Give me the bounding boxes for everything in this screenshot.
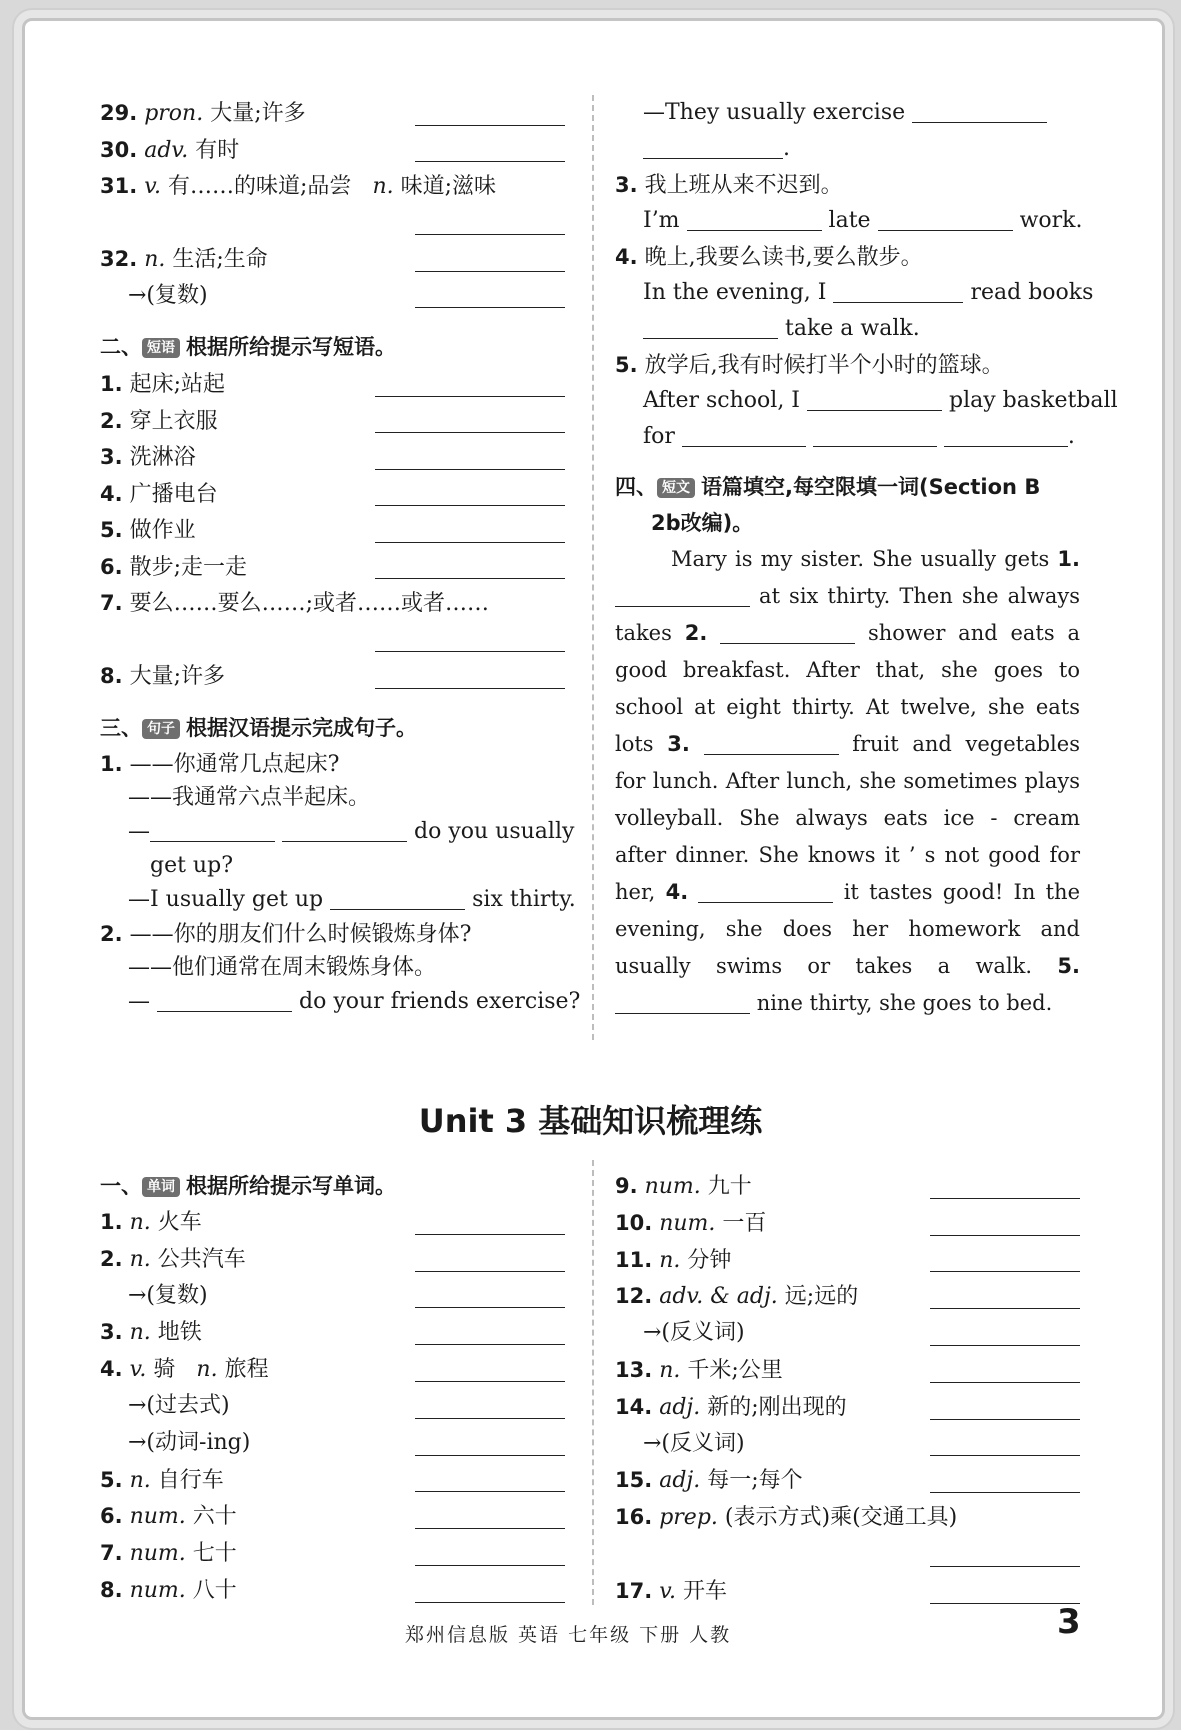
vocab-row: 32. n. 生活;生命 — [100, 241, 565, 278]
answer-blank[interactable] — [415, 1307, 565, 1308]
answer-blank[interactable] — [375, 432, 565, 433]
section-heading-cont: 2b改编)。 — [651, 511, 754, 535]
page-number: 3 — [1057, 1602, 1081, 1642]
answer-blank[interactable] — [720, 621, 855, 644]
answer-blank[interactable] — [375, 578, 565, 579]
sentence-line: After school, I play basketball — [643, 388, 1118, 413]
answer-blank[interactable] — [930, 1382, 1080, 1383]
answer-blank[interactable] — [930, 1271, 1080, 1272]
bottom-right-column — [615, 1168, 1080, 1610]
section-heading: 二、 短语 根据所给提示写短语。 — [100, 335, 396, 359]
vocab-subrow: →(反义词) — [615, 1315, 1080, 1352]
vocab-row: 29. pron. 大量;许多 — [100, 95, 565, 132]
column-divider — [592, 95, 594, 1040]
sentence-line: for . — [643, 424, 1075, 449]
sentence-line: 1. ——你通常几点起床? — [100, 751, 340, 777]
answer-blank[interactable] — [415, 1491, 565, 1492]
vocab-row: 3. n. 地铁 — [100, 1314, 565, 1351]
answer-blank[interactable] — [415, 1565, 565, 1566]
sentence-line: get up? — [150, 852, 233, 878]
unit-title: Unit 3 基础知识梳理练 — [418, 1102, 763, 1140]
sentence-line: — do your friends exercise? — [128, 988, 581, 1014]
vocab-row: 14. adj. 新的;刚出现的 — [615, 1389, 1080, 1426]
sentence-line: In the evening, I read books — [643, 280, 1094, 305]
phrase-row: 2. 穿上衣服 — [100, 403, 565, 440]
passage-badge: 短文 — [657, 478, 695, 498]
vocab-row: 8. num. 八十 — [100, 1572, 565, 1609]
answer-blank[interactable] — [157, 989, 292, 1012]
answer-blank[interactable] — [415, 1271, 565, 1272]
section-heading: 四、 短文 语篇填空,每空限填一词(Section B — [615, 475, 1041, 499]
vocab-row: 17. v. 开车 — [615, 1573, 1080, 1610]
answer-blank[interactable] — [415, 1455, 565, 1456]
phrase-row: 1. 起床;站起 — [100, 366, 565, 403]
passage: Mary is my sister. She usually gets 1. at six thirty. Then she always takes 2. shower and eats a good breakfast. After that, she goes to school at eight thirty. At twelve, she eats lots 3. fruit and vegetables for lunch. After lunch, she sometimes plays volleyball. She always eats ice - cream after dinner. She knows it ’ s not good for her, 4. it tastes good! In the evening, she does her homework and usually swims or takes a walk. 5. nine thirty, she goes to bed. — [615, 547, 1081, 1015]
answer-blank[interactable] — [415, 1528, 565, 1529]
phrase-row: 7. 要么……要么……;或者……或者…… — [100, 591, 490, 616]
answer-blank[interactable] — [415, 161, 565, 162]
top-left-column — [100, 95, 581, 1019]
answer-blank[interactable] — [930, 1345, 1080, 1346]
phrase-row: 8. 大量;许多 — [100, 658, 565, 695]
answer-blank[interactable] — [930, 1455, 1080, 1456]
sentence-line: 2. ——你的朋友们什么时候锻炼身体? — [100, 921, 472, 947]
answer-blank[interactable] — [415, 234, 565, 235]
footer-text: 郑州信息版 英语 七年级 下册 人教 — [405, 1624, 732, 1646]
sentence-line: take a walk. — [615, 311, 1080, 347]
vocab-row: 30. adv. 有时 — [100, 132, 565, 169]
sentence-line: —They usually exercise — [615, 95, 1080, 131]
answer-blank[interactable] — [615, 991, 750, 1014]
answer-blank[interactable] — [415, 125, 565, 126]
vocab-row: 13. n. 千米;公里 — [615, 1352, 1080, 1389]
answer-row — [100, 205, 565, 242]
answer-blank[interactable] — [930, 1308, 1080, 1309]
answer-blank[interactable] — [930, 1198, 1080, 1199]
answer-blank[interactable] — [643, 316, 778, 339]
vocab-subrow: →(复数) — [100, 1278, 565, 1315]
vocab-subrow: →(反义词) — [615, 1426, 1080, 1463]
answer-blank[interactable] — [912, 100, 1047, 123]
answer-blank[interactable] — [415, 1418, 565, 1419]
vocab-row: 4. v. 骑 n. 旅程 — [100, 1351, 565, 1388]
answer-blank[interactable] — [375, 651, 565, 652]
answer-blank[interactable] — [415, 1602, 565, 1603]
answer-blank[interactable] — [330, 887, 465, 910]
sentence-line: . — [615, 131, 1080, 167]
answer-blank[interactable] — [415, 1234, 565, 1235]
answer-blank[interactable] — [878, 208, 1013, 231]
phrase-badge: 短语 — [142, 338, 180, 358]
phrase-row: 3. 洗淋浴 — [100, 439, 565, 476]
answer-blank[interactable] — [415, 307, 565, 308]
answer-blank[interactable] — [807, 388, 942, 411]
phrase-row: 5. 做作业 — [100, 512, 565, 549]
answer-blank[interactable] — [813, 424, 937, 447]
sentence-line: 5. 放学后,我有时候打半个小时的篮球。 — [615, 353, 1004, 378]
answer-blank[interactable] — [375, 505, 565, 506]
answer-blank[interactable] — [375, 542, 565, 543]
vocab-row: 6. num. 六十 — [100, 1498, 565, 1535]
sentence-line: 4. 晚上,我要么读书,要么散步。 — [615, 245, 923, 270]
phrase-row: 6. 散步;走一走 — [100, 549, 565, 586]
sentence-line: 3. 我上班从来不迟到。 — [615, 173, 843, 198]
vocab-row: 15. adj. 每一;每个 — [615, 1462, 1080, 1499]
vocab-row: 10. num. 一百 — [615, 1205, 1080, 1242]
answer-blank[interactable] — [833, 280, 963, 303]
vocab-row: 7. num. 七十 — [100, 1535, 565, 1572]
phrase-row: 4. 广播电台 — [100, 476, 565, 513]
sentence-line: I’m late work. — [643, 208, 1083, 233]
vocab-row: 16. prep. (表示方式)乘(交通工具) — [615, 1505, 958, 1531]
answer-blank[interactable] — [643, 136, 783, 159]
sentence-line: ——他们通常在周末锻炼身体。 — [128, 954, 437, 980]
vocab-subrow: →(动词-ing) — [100, 1425, 565, 1462]
vocab-subrow: →(过去式) — [100, 1388, 565, 1425]
vocab-subrow: →(复数) — [100, 278, 565, 315]
column-divider — [592, 1160, 594, 1605]
answer-blank[interactable] — [698, 880, 833, 903]
answer-blank[interactable] — [375, 688, 565, 689]
top-right-column — [615, 95, 1118, 1022]
answer-blank[interactable] — [150, 819, 275, 842]
section-heading: 三、 句子 根据汉语提示完成句子。 — [100, 715, 417, 740]
answer-blank[interactable] — [930, 1235, 1080, 1236]
sentence-badge: 句子 — [142, 719, 180, 739]
answer-blank[interactable] — [615, 584, 750, 607]
answer-blank[interactable] — [930, 1419, 1080, 1420]
vocab-row: 12. adv. & adj. 远;远的 — [615, 1278, 1080, 1315]
answer-row — [100, 622, 565, 659]
sentence-line: ——我通常六点半起床。 — [128, 784, 371, 810]
word-badge: 单词 — [142, 1177, 180, 1197]
bottom-left-column — [100, 1168, 565, 1609]
answer-blank[interactable] — [930, 1492, 1080, 1493]
vocab-row: 1. n. 火车 — [100, 1204, 565, 1241]
vocab-row: 2. n. 公共汽车 — [100, 1241, 565, 1278]
answer-blank[interactable] — [704, 732, 839, 755]
answer-blank[interactable] — [282, 819, 407, 842]
vocab-row: 11. n. 分钟 — [615, 1242, 1080, 1279]
answer-blank[interactable] — [415, 1344, 565, 1345]
answer-blank[interactable] — [375, 396, 565, 397]
answer-row — [615, 1536, 1080, 1573]
vocab-row: 31. v. 有……的味道;品尝 n. 味道;滋味 — [100, 174, 497, 199]
sentence-line: — do you usually — [128, 818, 575, 844]
answer-blank[interactable] — [930, 1566, 1080, 1567]
answer-blank[interactable] — [687, 208, 822, 231]
vocab-row: 5. n. 自行车 — [100, 1462, 565, 1499]
answer-blank[interactable] — [682, 424, 806, 447]
answer-blank[interactable] — [375, 469, 565, 470]
answer-blank[interactable] — [944, 424, 1068, 447]
answer-blank[interactable] — [415, 1381, 565, 1382]
answer-blank[interactable] — [415, 271, 565, 272]
section-heading: 一、 单词 根据所给提示写单词。 — [100, 1174, 396, 1198]
sentence-line: —I usually get up six thirty. — [128, 886, 576, 912]
vocab-row: 9. num. 九十 — [615, 1168, 1080, 1205]
